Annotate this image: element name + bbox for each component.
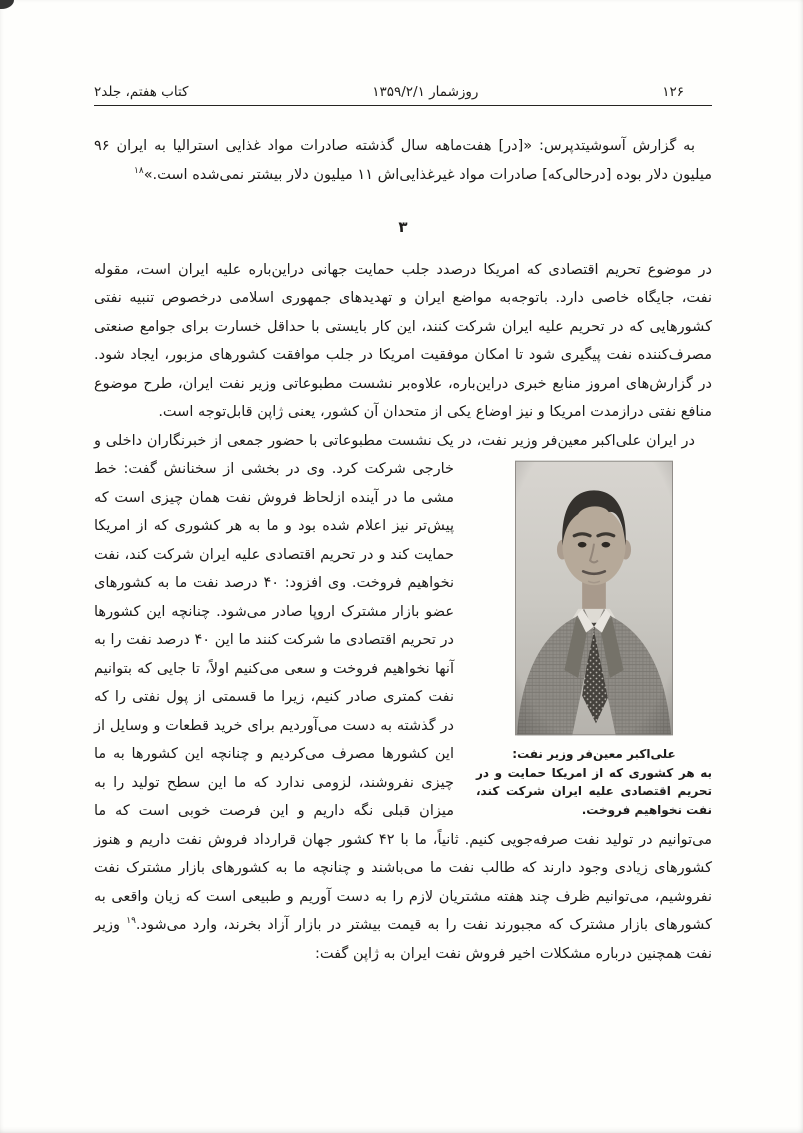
press-conference-after: وزیر نفت همچنین درباره مشکلات اخیر فروش نفت ایران به ژاپن گفت: (94, 917, 712, 962)
report-text: به گزارش آسوشیتدپرس: «[در] هفت‌ماهه سال گذشته صادرات مواد غذایی استرالیا به ایران ۹۶ میلیون دلار بوده [درحالی‌که] صادرات مواد غیرغذایی‌اش ۱۱ میلیون دلار بیشتر نمی‌شده است.» (94, 138, 712, 183)
portrait-photo (515, 460, 673, 736)
caption-text: به هر کشوری که از امریکا حمایت و در تحریم اقتصادی علیه ایران شرکت کند، نفت نخواهیم فروخت. (476, 765, 712, 817)
page-number: ۱۲۶ (662, 84, 684, 100)
press-conference-intro: در ایران علی‌اکبر معین‌فر وزیر نفت، در یک نشست مطبوعاتی با حضور جمعی از خبرنگاران (146, 432, 695, 449)
footnote-ref-19: ۱۹ (126, 916, 136, 927)
header-rule (94, 105, 712, 106)
footnote-ref-18: ۱۸ (134, 165, 144, 176)
section-number: ۳ (398, 218, 408, 236)
caption-title: علی‌اکبر معین‌فر وزیر نفت: (512, 747, 676, 761)
header-book-title: کتاب هفتم، جلد۲ (94, 84, 189, 100)
figure-caption (476, 745, 712, 819)
header-date: روزشمار ۱۳۵۹/۲/۱ (372, 84, 479, 100)
page-header (94, 84, 712, 100)
paragraph-embargo: در موضوع تحریم اقتصادی که امریکا درصدد جلب حمایت جهانی دراین‌باره علیه ایران است، مقوله نفت، جایگاه خاصی دارد. باتوجه‌به مواضع ایران و تهدیدهای جمهوری اسلامی درخصوص تنبیه نفتی کشورهایی که در تحریم علیه ایران شرکت کنند، این کار بایستی با حداقل خسارت برای جوامع صنعتی مصرف‌کننده نفت پیگیری شود تا امکان موفقیت امریکا در جلب موافقت کشورهای مزبور، ایجاد شود. در گزارش‌های امروز منابع خبری دراین‌باره، علاوه‌بر نشست مطبوعاتی وزیر نفت ایران، طرح موضوع منافع نفتی درازمدت امریکا و نیز اوضاع یکی از متحدان آن کشور، یعنی ژاپن قابل‌توجه است. (94, 261, 712, 420)
paragraph-press-conference (94, 427, 712, 969)
paragraph-report (94, 132, 712, 189)
inline-figure (476, 460, 712, 819)
press-conference-body: داخلی و خارجی شرکت کرد. وی در بخشی از سخنانش گفت: خط مشی ما در آینده ازلحاظ فروش نفت همان چیزی است که پیش‌تر نیز اعلام شده بود و ما به هر کشوری که از امریکا حمایت کند و در تحریم اقتصادی علیه ایران شرکت کند، نفت نخواهیم فروخت. وی افزود: ۴۰ درصد نفت ما به کشورهای عضو بازار مشترک اروپا صادر می‌شود. چنانچه این کشورها در تحریم اقتصادی ما شرکت کنند ما این ۴۰ درصد نفت را به آنها نخواهیم فروخت و سعی می‌کنیم اولاً، تا جایی که بتوانیم نفت کمتری صادر کنیم، زیرا ما قسمتی از پول نفتی را که در گذشته به دست می‌آوردیم برای خرید قطعات و وسایل از این کشورها مصرف می‌کردیم و چنانچه این کشورها به ما چیزی نفروشند، لزومی ندارد که ما این سطح تولید را به میزان قبلی نگه داریم و این فرصت خوبی است که ما می‌توانیم در تولید نفت صرفه‌جویی کنیم. ثانیاً، ما با ۴۲ کشور جهان قرارداد فروش نفت داریم و هنوز کشورهای زیادی وجود دارند که طالب نفت ما می‌باشند و چنانچه ما به کشورهای بازار مشترک نفت نفروشیم، می‌توانیم ظرف چند هفته مشتریان لازم را به دست آوریم و طبیعی است که زیان واقعی به کشورهای بازار مشترک که مجبورند نفت را به قیمت بیشتر در بازار آزاد بخرند، وارد می‌شود. (94, 432, 712, 933)
body-text (94, 132, 712, 968)
